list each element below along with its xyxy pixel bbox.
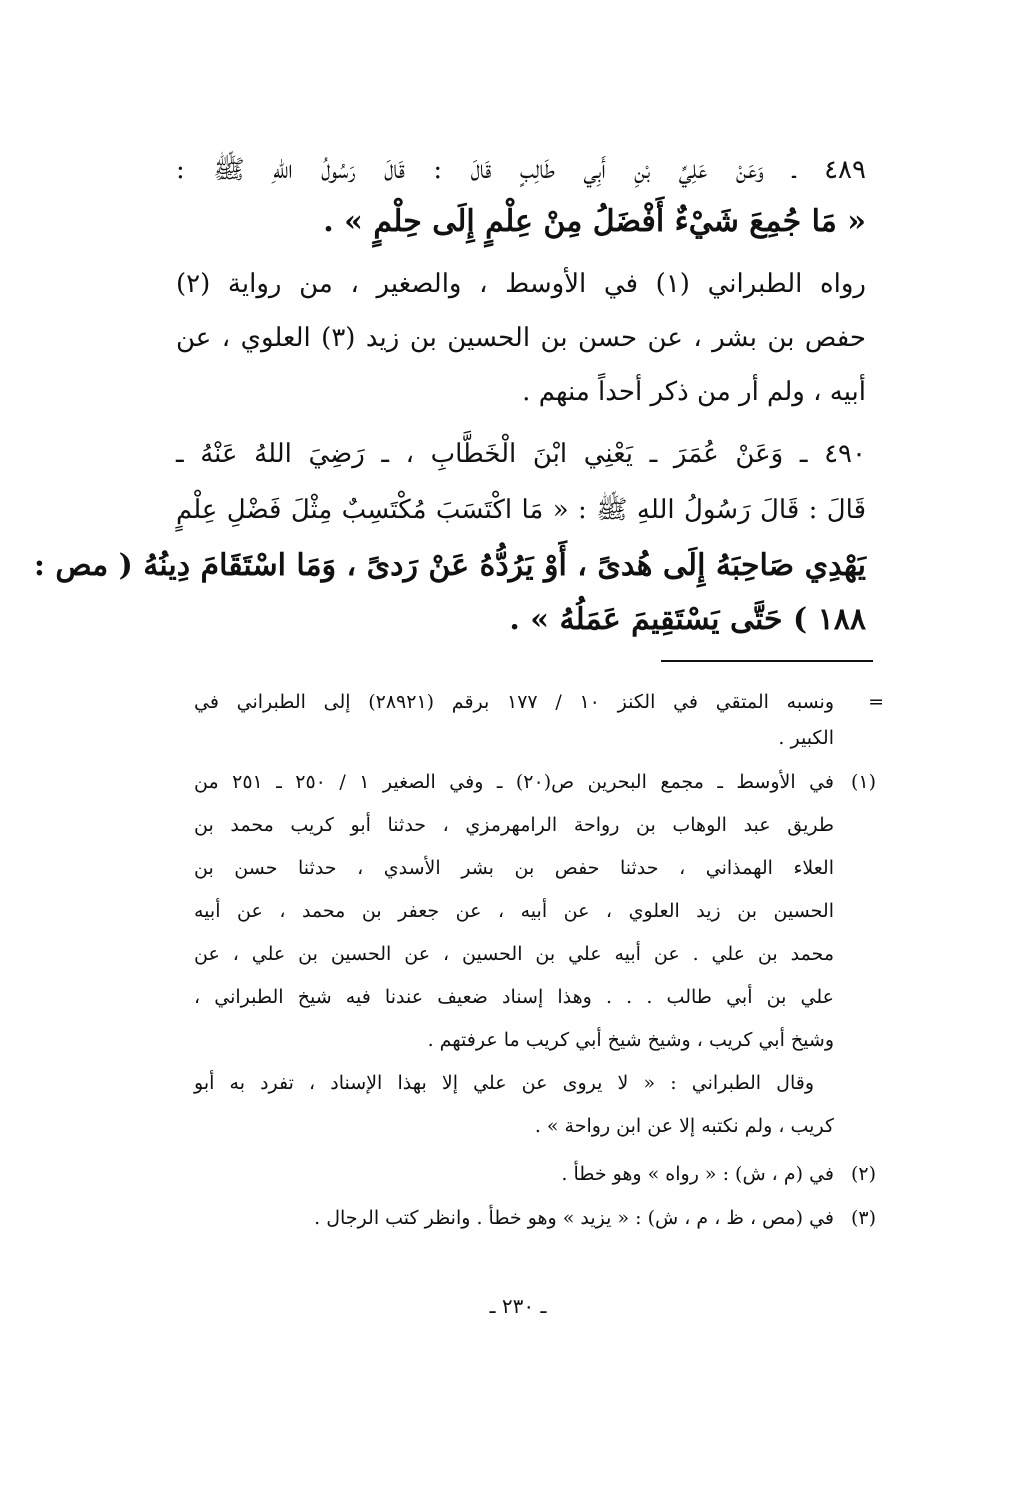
- hadith-490-line-2: قَالَ : قَالَ رَسُولُ اللهِ ﷺ : « مَا اكْتَسَبَ مُكْتَسِبٌ مِثْلَ فَضْلِ عِلْمٍ: [176, 495, 866, 525]
- footnote-1-line-6: علي بن أبي طالب . . . وهذا إسناد ضعيف عندنا فيه شيخ الطبراني ،: [194, 986, 834, 1008]
- commentary-line-1: رواه الطبراني (١) في الأوسط ، والصغير ، من رواية (٢): [176, 269, 866, 299]
- footnote-3-number: (٣): [850, 1207, 876, 1229]
- hadith-490-line-4: ١٨٨ ) حَتَّى يَسْتَقِيمَ عَمَلُهُ » .: [509, 602, 866, 637]
- commentary-line-2: حفص بن بشر ، عن حسن بن الحسين بن زيد (٣) العلوي ، عن: [176, 323, 867, 353]
- footnote-1-line-2: طريق عبد الوهاب بن رواحة الرامهرمزي ، حدثنا أبو كريب محمد بن: [194, 814, 834, 836]
- footnote-2-text: في (م ، ش) : « رواه » وهو خطأ .: [561, 1163, 834, 1185]
- hadith-489-line-1: ٤٨٩ ـ وَعَنْ عَلِيِّ بْنِ أَبِي طَالِبٍ قَالَ : قَالَ رَسُولُ اللهِ ﷺ :: [176, 155, 866, 185]
- footnote-1-line-4: الحسين بن زيد العلوي ، عن أبيه ، عن جعفر بن محمد ، عن أبيه: [194, 900, 834, 922]
- hadith-490-line-3: يَهْدِي صَاحِبَهُ إِلَى هُدىً ، أَوْ يَرُدُّهُ عَنْ رَدىً ، وَمَا اسْتَقَامَ دِينُهُ ( مص :: [33, 548, 866, 583]
- continuation-line-1: ونسبه المتقي في الكنز ١٠ / ١٧٧ برقم (٢٨٩٢١) إلى الطبراني في: [194, 691, 834, 713]
- continuation-marker: =: [868, 691, 884, 713]
- page-number: ـ ٢٣٠ ـ: [489, 1294, 547, 1318]
- hadith-490-line-1: ٤٩٠ ـ وَعَنْ عُمَرَ ـ يَعْنِي ابْنَ الْخَطَّابِ ، ـ رَضِيَ اللهُ عَنْهُ ـ: [176, 439, 866, 469]
- continuation-line-2: الكبير .: [778, 727, 834, 749]
- footnote-2-number: (٢): [850, 1163, 876, 1185]
- footnote-1-line-7: وشيخ أبي كريب ، وشيخ شيخ أبي كريب ما عرفتهم .: [427, 1029, 834, 1051]
- footnote-1-line-8: وقال الطبراني : « لا يروى عن علي إلا بهذا الإسناد ، تفرد به أبو: [194, 1072, 814, 1094]
- footnote-separator: [661, 660, 873, 662]
- footnote-3-text: في (مص ، ظ ، م ، ش) : « يزيد » وهو خطأ . وانظر كتب الرجال .: [314, 1207, 834, 1229]
- hadith-489-line-2: « مَا جُمِعَ شَيْءٌ أَفْضَلُ مِنْ عِلْمٍ إِلَى حِلْمٍ » .: [323, 204, 866, 239]
- footnote-1-line-3: العلاء الهمذاني ، حدثنا حفص بن بشر الأسدي ، حدثنا حسن بن: [194, 857, 834, 879]
- footnote-1-line-5: محمد بن علي . عن أبيه علي بن الحسين ، عن الحسين بن علي ، عن: [194, 943, 834, 965]
- footnote-1-line-9: كريب ، ولم نكتبه إلا عن ابن رواحة » .: [534, 1115, 834, 1137]
- footnote-1-number: (١): [850, 771, 876, 793]
- commentary-line-3: أبيه ، ولم أر من ذكر أحداً منهم .: [522, 377, 866, 407]
- footnote-1-line-1: في الأوسط ـ مجمع البحرين ص(٢٠) ـ وفي الصغير ١ / ٢٥٠ ـ ٢٥١ من: [194, 771, 834, 793]
